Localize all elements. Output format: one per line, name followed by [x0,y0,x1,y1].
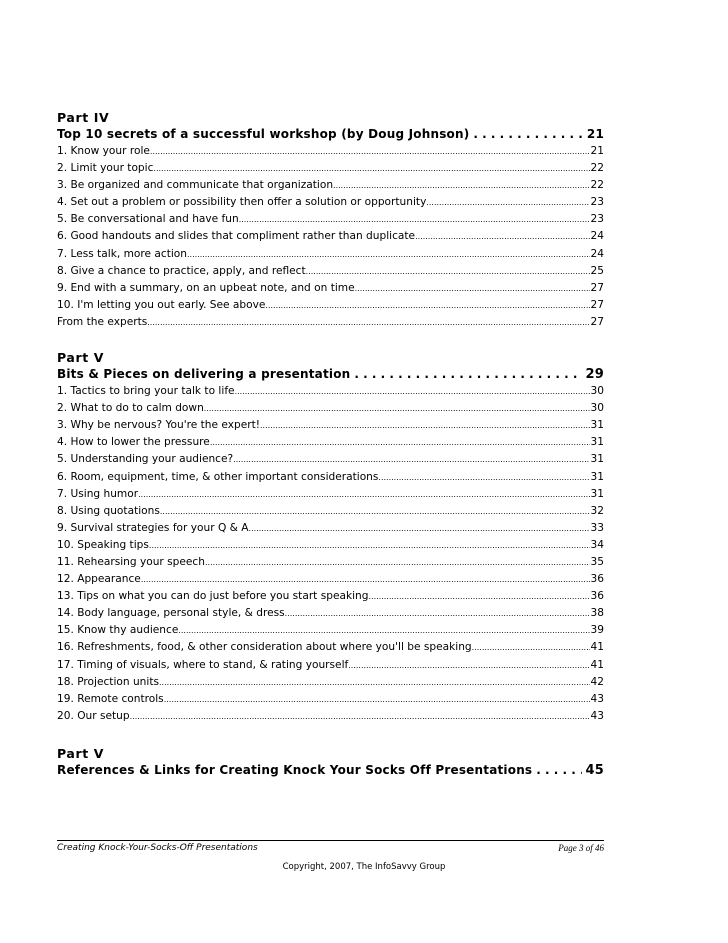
toc-entry[interactable] [57,177,604,194]
dot-leader [354,366,581,383]
footer-copyright: Copyright, 2007, The InfoSavvy Group [282,862,446,872]
toc-entry-title: 3. Why be nervous? You're the expert! [57,419,261,432]
toc-entry[interactable] [57,708,604,725]
toc-entry-title: 3. Be organized and communicate that organization [57,179,334,192]
toc-entry[interactable] [57,503,604,520]
toc-entry-title: 15. Know thy audience [57,624,179,637]
toc-entry-title: 4. How to lower the pressure [57,436,210,449]
toc-entry[interactable] [57,246,604,263]
toc-entry[interactable] [57,451,604,468]
dot-leader [149,537,590,554]
toc-entry[interactable] [57,400,604,417]
toc-entry-page: 31 [590,487,604,500]
toc-entry[interactable] [57,622,604,639]
dot-leader [164,691,590,708]
dot-leader [378,469,589,486]
toc-entry-title: 8. Using quotations [57,504,160,517]
toc-entry-title: 1. Know your role [57,145,150,157]
dot-leader [141,571,590,588]
toc-entry-page: 24 [590,247,604,260]
dot-leader [150,143,590,160]
toc-entry-title: 7. Less talk, more action [57,247,187,260]
dot-leader [178,622,589,639]
toc-entry-page: 30 [590,402,604,415]
toc-entry-title: 6. Room, equipment, time, & other important considerations [57,470,379,483]
toc-entry-title: 10. I'm letting you out early. See above [57,298,266,311]
part-iv-title-row[interactable] [57,126,604,143]
toc-entry[interactable] [57,383,604,400]
toc-entry[interactable] [57,143,604,160]
dot-leader [265,297,589,314]
toc-entry-title: 11. Rehearsing your speech [57,555,205,568]
toc-entry-title: 1. Tactics to bring your talk to life [57,385,235,398]
toc-entry[interactable] [57,537,604,554]
dot-leader [210,434,590,451]
toc-entry-page: 43 [590,709,604,722]
toc-entry-page: 27 [590,281,604,294]
toc-entry-title: 19. Remote controls [57,692,164,705]
toc-entry[interactable] [57,160,604,177]
dot-leader [306,263,590,280]
toc-entry-page: 39 [590,624,604,637]
toc-entry-title: 2. What to do to calm down [57,402,204,415]
toc-entry-title: 5. Understanding your audience? [57,453,234,466]
dot-leader [235,383,590,400]
dot-leader [160,503,590,520]
toc-entry-title: 8. Give a chance to practice, apply, and reflect [57,264,306,277]
dot-leader [368,588,589,605]
toc-entry-page: 23 [590,213,604,226]
toc-entry-title: 13. Tips on what you can do just before you start speaking [57,590,369,603]
toc-entry-title: 16. Refreshments, food, & other consideration about where you'll be speaking [57,641,472,654]
toc-entry-page: 36 [590,573,604,586]
toc-entry-page: 22 [590,179,604,192]
dot-leader [260,417,590,434]
dot-leader [138,486,589,503]
dot-leader [205,554,590,571]
toc-entry-title: 12. Appearance [57,573,141,586]
part-iv-title: Top 10 secrets of a successful workshop (by Doug Johnson) [57,127,470,141]
dot-leader [147,314,589,331]
toc-entry-title: 2. Limit your topic [57,162,154,175]
toc-entry[interactable] [57,639,604,656]
toc-entry-title: 4. Set out a problem or possibility then offer a solution or opportunity [57,196,427,209]
part-iv-entries [57,143,604,331]
toc-entry-title: 14. Body language, personal style, & dress [57,607,285,620]
toc-entry[interactable] [57,588,604,605]
dot-leader [204,400,590,417]
toc-entry-page: 30 [590,385,604,398]
toc-entry-page: 32 [590,504,604,517]
part-v-references-title: References & Links for Creating Knock Your Socks Off Presentations [57,762,533,777]
toc-entry-title: 7. Using humor [57,487,139,500]
part-v-references-label: Part V [57,745,105,761]
dot-leader [233,451,589,468]
part-iv-label: Part IV [57,110,110,125]
toc-entry-page: 24 [590,230,604,243]
toc-entry[interactable] [57,520,604,537]
toc-entry-page: 27 [590,315,604,328]
footer-document-title: Creating Knock-Your-Socks-Off Presentations [57,843,258,853]
toc-entry[interactable] [57,571,604,588]
toc-entry-title: 18. Projection units [57,675,160,688]
dot-leader [285,605,590,622]
toc-entry-page: 31 [590,436,604,449]
footer-divider [57,840,604,841]
toc-entry[interactable] [57,263,604,280]
part-v-title-row[interactable] [57,366,604,383]
part-v-references-title-row[interactable] [57,762,604,779]
toc-entry-page: 31 [590,419,604,432]
toc-entry-page: 43 [590,692,604,705]
toc-entry[interactable] [57,314,604,331]
toc-entry-title: 9. Survival strategies for your Q & A [57,521,249,534]
part-iv-page: 21 [586,127,604,141]
dot-leader [187,246,590,263]
part-v-label: Part V [57,350,105,366]
toc-entry-title: 20. Our setup [57,709,130,722]
toc-entry[interactable] [57,417,604,434]
toc-entry[interactable] [57,228,604,245]
dot-leader [536,762,581,779]
toc-entry-page: 27 [590,298,604,311]
dot-leader [249,520,590,537]
dot-leader [472,639,590,656]
toc-entry-page: 25 [590,264,604,277]
toc-entry[interactable] [57,211,604,228]
toc-entry-page: 33 [590,521,604,534]
toc-entry-title: 6. Good handouts and slides that compliment rather than duplicate [57,230,416,243]
dot-leader [355,280,590,297]
toc-entry-page: 31 [590,470,604,483]
toc-entry-page: 38 [590,607,604,620]
toc-entry-title: 9. End with a summary, on an upbeat note, and on time [57,281,355,294]
toc-entry[interactable] [57,434,604,451]
toc-entry-page: 21 [590,145,604,157]
part-v-title: Bits & Pieces on delivering a presentation [57,367,351,382]
dot-leader [153,160,589,177]
toc-entry[interactable] [57,605,604,622]
toc-entry[interactable] [57,691,604,708]
toc-entry-title: 17. Timing of visuals, where to stand, & rating yourself [57,658,349,671]
dot-leader [239,211,590,228]
toc-entry-page: 22 [590,162,604,175]
part-v-entries [57,383,604,725]
part-v-page: 29 [585,367,604,383]
dot-leader [426,194,589,211]
toc-entry[interactable] [57,469,604,486]
table-of-contents [57,110,604,779]
dot-leader [130,708,590,725]
toc-entry[interactable] [57,194,604,211]
dot-leader [159,674,590,691]
toc-entry[interactable] [57,297,604,314]
toc-entry[interactable] [57,280,604,297]
dot-leader [348,657,589,674]
toc-entry-title: 5. Be conversational and have fun [57,213,239,226]
toc-entry-page: 42 [590,675,604,688]
part-v-references-page: 45 [585,762,604,778]
toc-entry-page: 34 [590,538,604,551]
toc-entry[interactable] [57,554,604,571]
toc-entry[interactable] [57,486,604,503]
toc-entry-page: 41 [590,641,604,654]
dot-leader [473,126,582,143]
toc-entry-title: From the experts [57,315,148,328]
toc-entry[interactable] [57,674,604,691]
toc-entry-page: 23 [590,196,604,209]
footer-page-number: Page 3 of 46 [558,843,604,853]
dot-leader [415,228,589,245]
toc-entry-page: 31 [590,453,604,466]
toc-entry-title: 10. Speaking tips [57,538,149,551]
toc-entry[interactable] [57,657,604,674]
dot-leader [333,177,589,194]
toc-entry-page: 36 [590,590,604,603]
toc-entry-page: 41 [590,658,604,671]
toc-entry-page: 35 [590,555,604,568]
